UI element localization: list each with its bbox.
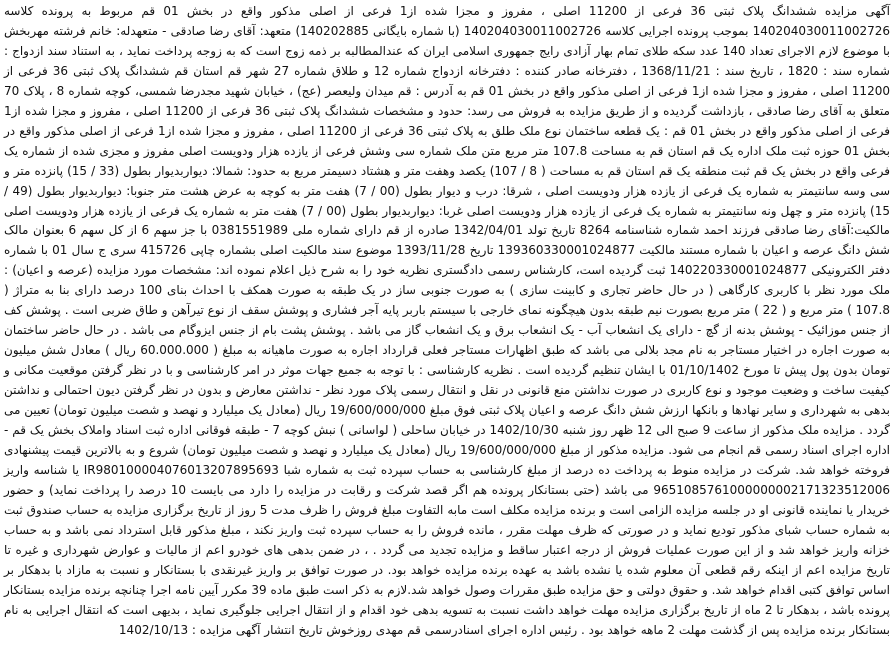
notice-body-text: آگهی مزایده ششدانگ پلاک ثبتی 36 فرعی از 11200 اصلی ، مفروز و مجزا شده از1 فرعی از اصلی مذکور واقع در بخش 01 قم مربوط به پرونده کلاسه 140204030011002726 بموجب پرونده اجرایی کلاسه 140204030011002726 (با شماره بایگانی 140202885) متعهد: آقای رضا صادقی - متعهدله: خانم فرشته مهربخش با موضوع لازم الاجرای تعداد 140 عدد سکه طلای تمام بهار آزادی رایج جمهوری اسلامی ایران که عندالمطالبه بر ذمه زوج است که به زوجه پرداخت نماید ، به استناد سند ازدواج : شماره سند : 1820 ، تاریخ سند : 1368/11/21 ، دفترخانه صادر کننده : دفترخانه ازدواج شماره 12 و طلاق شماره 27 شهر قم استان قم ششدانگ پلاک ثبتی 36 فرعی از 11200 اصلی ، مفروز و مجزا شده از1 فرعی از اصلی مذکور واقع در بخش 01 قم به آدرس : قم میدان ولیعصر (عج) ، خیابان شهید مجدرضا شمسی، کوچه شماره 8 ، پلاک 70 متعلق به آقای رضا صادقی ، بازداشت گردیده و از طریق مزایده به فروش می رسد: حدود و مشخصات ششدانگ پلاک ثبتی 36 فرعی از 11200 اصلی ، مفروز و مجزا شده از1 فرعی از اصلی مذکور واقع در بخش 01 قم : یک قطعه ساختمان نوع ملک طلق به پلاک ثبتی 36 فرعی از 11200 اصلی ، مفروز و مجزا شده از1 فرعی از اصلی مذکور واقع در بخش 01 حوزه ثبت ملک اداره یک قم استان قم به مساحت 107.8 متر مربع متن ملک شماره سی وشش فرعی از یازده هزار ودویست اصلی مفروز و مجزی شده از شماره یک فرعی واقع در بخش یک قم ثبت منطقه یک قم استان قم به مساحت ( 8 / 107) یکصد وهفت متر و هشتاد دسیمتر مربع به حدود: شمالا: دیواربدیوار بطول (33 / 15) پانزده متر و سی وسه سانتیمتر به شماره یک فرعی از یازده هزار ودویست اصلی ، شرقا: درب و دیوار بطول (00 / 7) هفت متر به کوچه به عرض هشت متر جنوبا: دیواربدیوار بطول (49 / 15) پانزده متر و چهل ونه سانتیمتر به شماره یک فرعی از یازده هزار ودویست اصلی غربا: دیواربدیوار بطول (00 / 7) هفت متر به شماره یک فرعی از یازده هزار ودویست اصلی مالکیت:آقای رضا صادقی فرزند احمد شماره شناسنامه 8264 تاریخ تولد 1342/04/01 صادره از قم دارای شماره ملی 0381551989 با جز سهم 6 از کل سهم 6 بعنوان مالک شش دانگ عرصه و اعیان با شماره مستند مالکیت 139360330001024877 تاریخ 1393/11/28 موضوع سند مالکیت اصلی بشماره چاپی 415726 سری ج سال 01 با شماره دفتر الکترونیکی 140220330001024877 ثبت گردیده است، کارشناس رسمی دادگستری نظریه خود را به شرح ذیل اعلام نموده اند: مشخصات مورد مزایده (عرصه و اعیان) : ملک مورد نظر با کاربری کارگاهی ( در حال حاضر تجاری و کابینت سازی ) به صورت جنوبی ساز در یک طبقه به صورت همکف با احداث بنای 100 درصد دارای بنا به متراژ ( 107.8 ) متر مربع و ( 22 ) متر مربع بصورت نیم طبقه بدون هیچگونه نمای خارجی با سیستم باربر پایه آجر فشاری و پوشش سقف از نوع تیرآهن و طاق ضربی است . پوشش کف از جنس موزائیک - پوشش بدنه از گچ - دارای یک انشعاب آب - یک انشعاب برق و یک انشعاب گاز می باشد . پوشش پشت بام از جنس ایزوگام می باشد . در حال حاضر ساختمان به صورت اجاره در اختیار مستاجر به نام مجد بلالی می باشد که طبق اظهارات مستاجر فعلی قرارداد اجاره به صورت ماهیانه به مبلغ ( 60.000.000 ریال ) معادل شش میلیون تومان بدون پول پیش تا مورخ 01/10/1402 با ایشان تنظیم گردیده است . نظریه کارشناسی : با توجه به جمیع جهات موثر در امر کارشناسی و با در نظر گرفتن موقعیت مکانی و کیفیت ساخت و وضعیت موجود و نوع کاربری در صورت نداشتن منع قانونی در نقل و انتقال رسمی پلاک مورد نظر - نداشتن معارض و بدون در نظر گرفتن دیون احتمالی و نداشتن بدهی به شهرداری و سایر نهادها و بانکها ارزش شش دانگ عرصه و اعیان پلاک ثبتی فوق مبلغ 19/600/000/000 ریال (معادل یک میلیارد و نهصد و شصت میلیون تومان) تعیین می گردد . مزایده ملک مذکور از ساعت 9 صبح الی 12 ظهر روز شنبه 1402/10/30 در خیابان ساحلی ( لواسانی ) نبش کوچه 7 - طبقه فوقانی اداره ثبت اسناد واملاک بخش یک قم - اداره اجرای اسناد رسمی قم انجام می شود. مزایده مذکور از مبلغ 19/600/000/000 ریال (معادل یک میلیارد و نهصد و شصت میلیون تومان) شروع و به بالاترین قیمت پیشنهادی فروخته خواهد شد. شرکت در مزایده منوط به پرداخت ده درصد از مبلغ کارشناسی به حساب سپرده ثبت به شماره شبا IR980100004076013207895693 یا شناسه واریز 9651085761000000002171323512006 می باشد (حتی بستانکار پرونده هم اگر قصد شرکت و رقابت در مزایده را دارد می بایست 10 درصد را پرداخت نماید) و حضور خریدار یا نماینده قانونی او در جلسه مزایده الزامی است و برنده مزایده مکلف است مابه التفاوت مبلغ فروش را ظرف مدت 5 روز از تاریخ برگزاری مزایده به حساب صندوق ثبت به شماره حساب شبای مذکور تودیع نماید و در صورتی که ظرف مهلت مقرر ، مانده فروش را به حساب سپرده ثبت واریز نکند ، مبلغ مذکور قابل استرداد نمی باشد و به حساب خزانه واریز خواهد شد و از این صورت عملیات فروش از درجه اعتبار ساقط و مزایده تجدید می گردد . ، در ضمن بدهی های خودرو اعم از مالیات و عوارض شهرداری و غیره تا تاریخ مزایده اعم از اینکه رقم قطعی آن معلوم شده یا نشده باشد به عهده برنده مزایده خواهد بود. در صورت توافق بر واریز غیرنقدی با بستانکار و نسبت به مازاد با بدهکار بر اساس توافق کتبی اقدام خواهد شد. و حقوق دولتی و حق مزایده طبق مقررات وصول خواهد شد.لازم به ذکر است طبق ماده 39 مکرر آیین نامه اجرا چنانچه برنده مزایده بستانکار پرونده باشد ، بدهکار تا 2 ماه از تاریخ برگزاری مزایده مهلت خواهد داشت نسبت به تسویه بدهی خود اقدام و از انتقال اجرایی جلوگیری نماید ، بدیهی است که انتقال اجرایی به نام بستانکار برنده مزایده پس از گذشت مهلت 2 ماهه خواهد بود . رئیس اداره اجرای اسنادرسمی قم مهدی روزخوش تاریخ انتشار آگهی مزایده : 1402/10/13 <box>4 4 891 637</box>
